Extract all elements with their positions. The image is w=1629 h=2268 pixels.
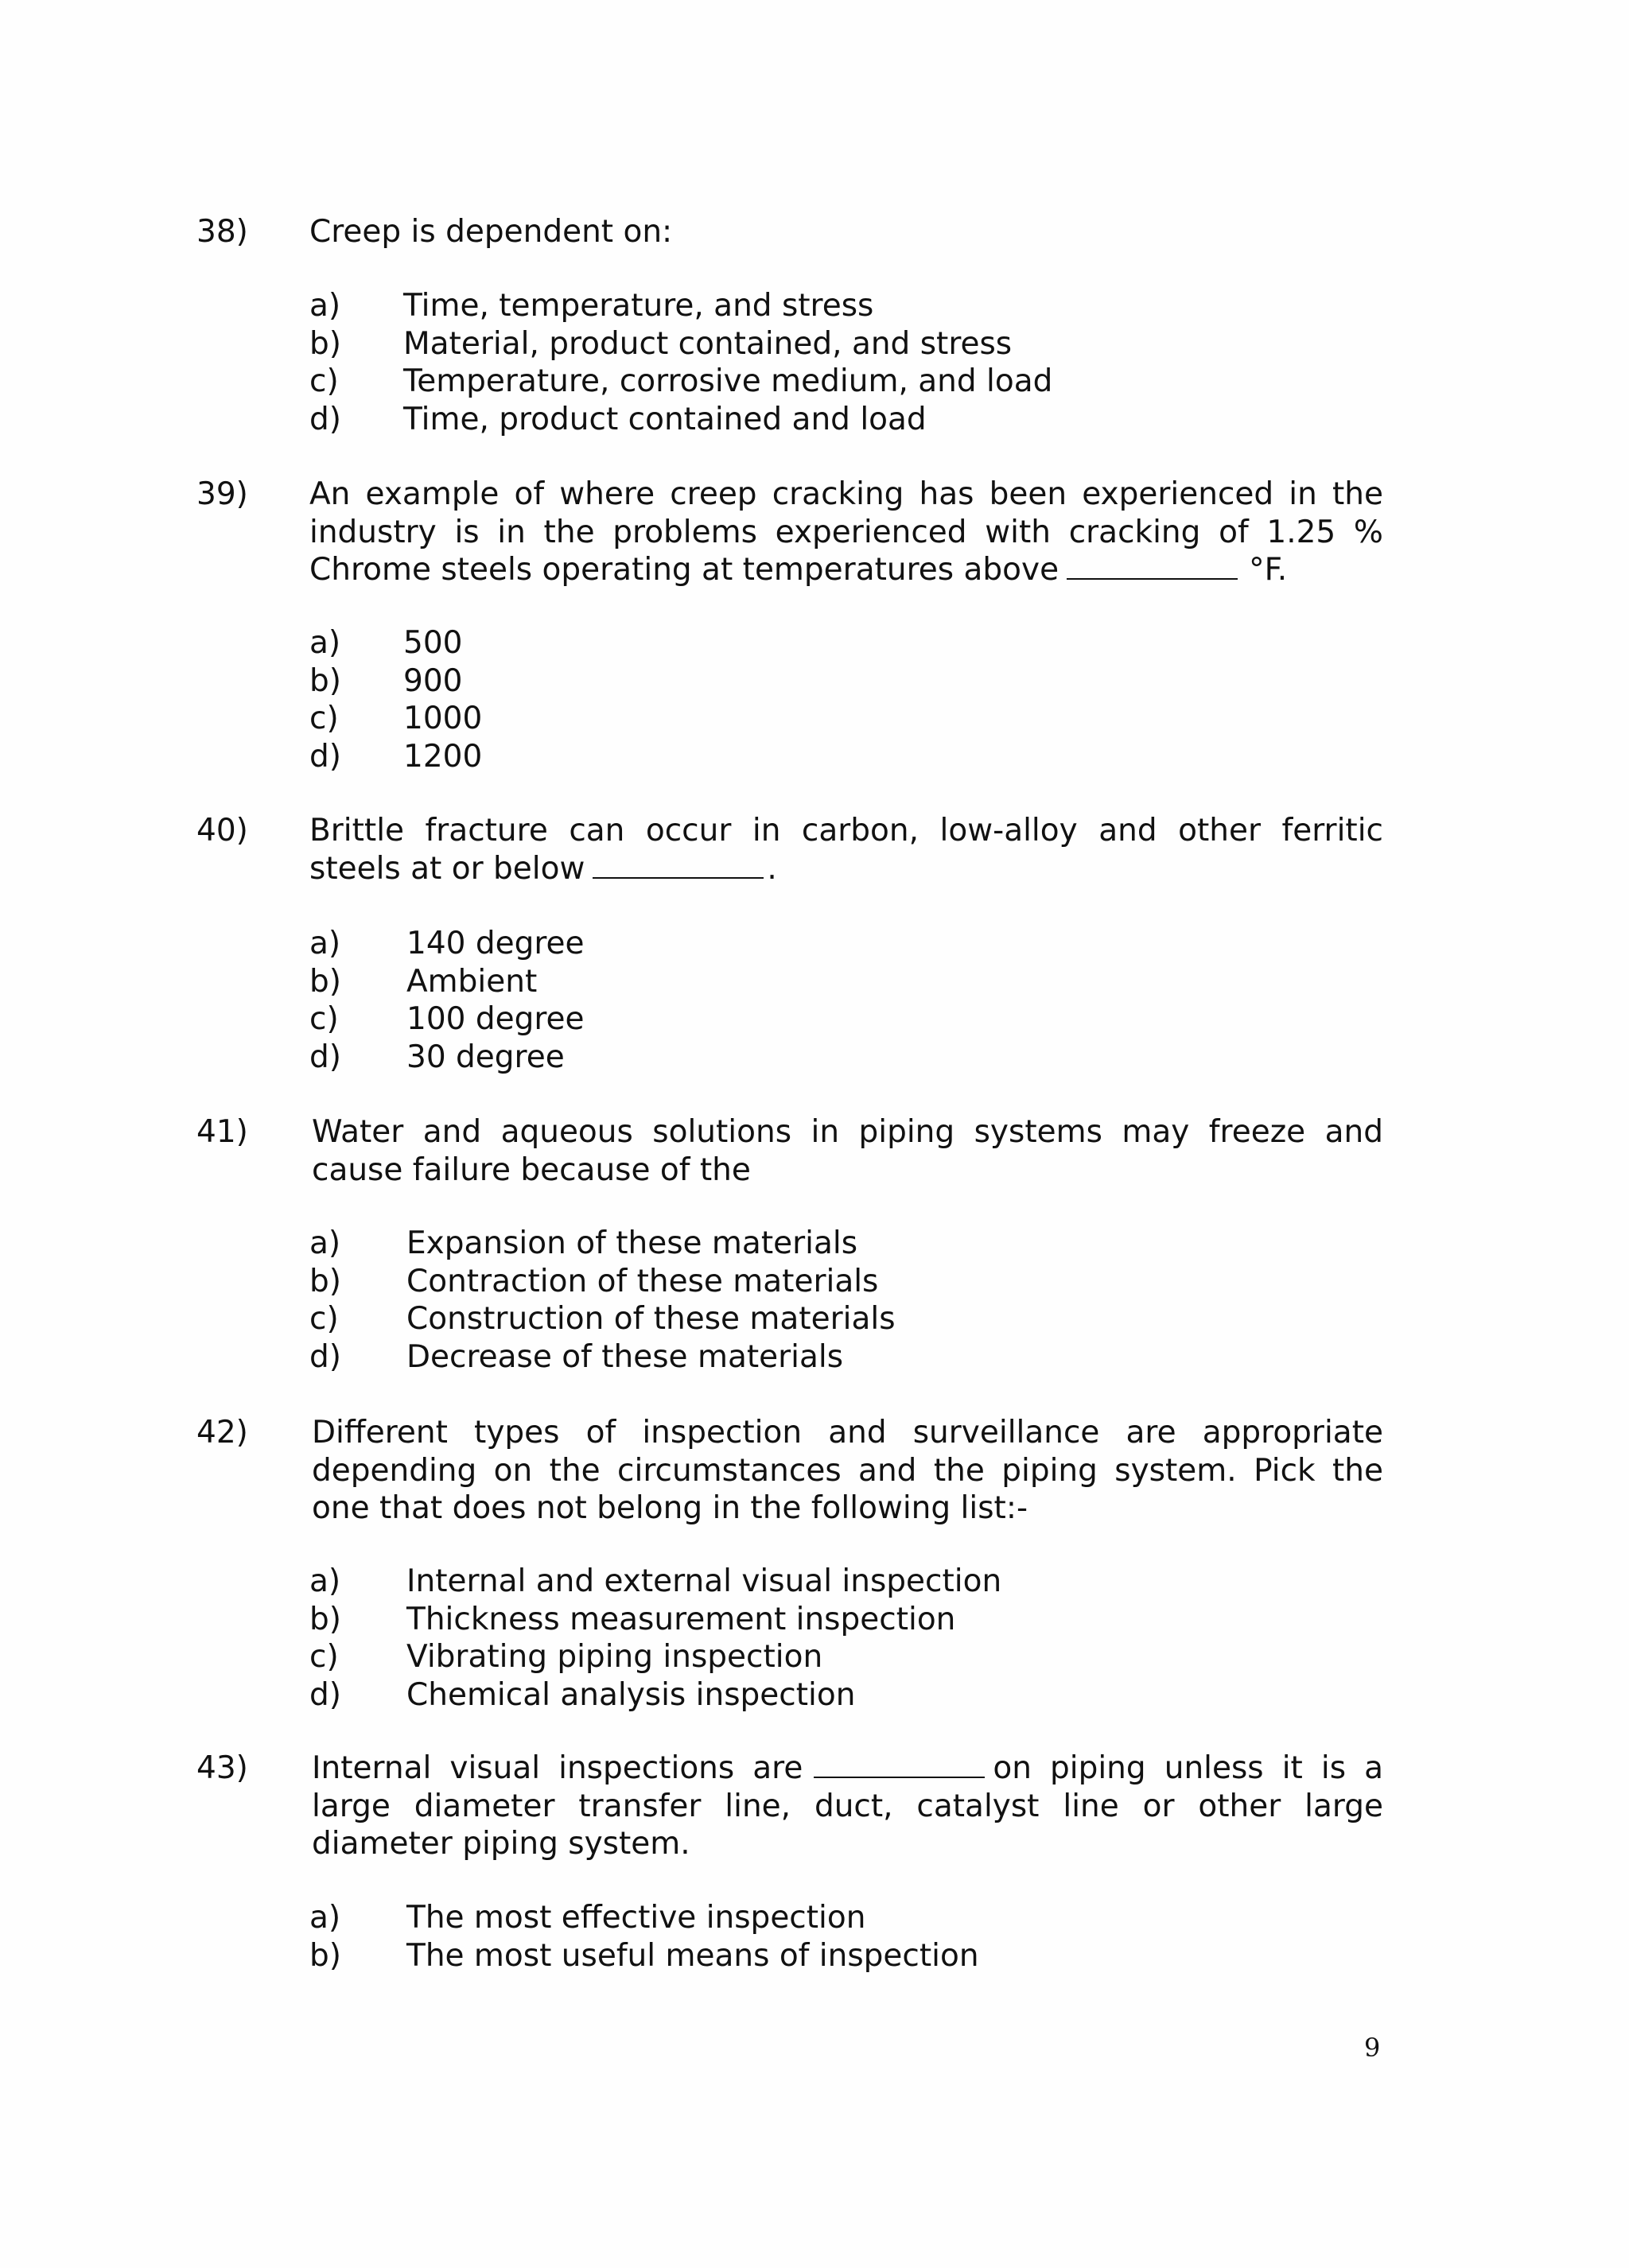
option-letter: b)	[309, 1263, 341, 1299]
option-letter: c)	[309, 1001, 339, 1037]
option-letter: c)	[309, 363, 339, 399]
stem-line: Creep is dependent on:	[309, 214, 673, 250]
stem-line: depending on the circumstances and the piping system. Pick the	[312, 1452, 1383, 1489]
option-letter: b)	[309, 1601, 341, 1637]
option-letter: c)	[309, 701, 339, 736]
question-stem	[309, 812, 1383, 887]
question-number: 38)	[196, 214, 248, 250]
option-text: 1000	[403, 701, 483, 736]
stem-line: An example of where creep cracking has been experienced in the	[309, 476, 1383, 512]
option-letter: a)	[309, 1900, 341, 1936]
option-text: Internal and external visual inspection	[406, 1563, 1002, 1599]
stem-line	[309, 551, 1383, 589]
stem-line: diameter piping system.	[312, 1826, 690, 1862]
answer-blank	[1067, 554, 1238, 580]
option-letter: c)	[309, 1301, 339, 1337]
question-number: 40)	[196, 813, 248, 849]
option-text: 30 degree	[406, 1039, 565, 1075]
option-text: Construction of these materials	[406, 1301, 896, 1337]
option-letter: b)	[309, 662, 341, 699]
option-text: Contraction of these materials	[406, 1263, 879, 1299]
option-text: 140 degree	[406, 926, 585, 961]
question-stem	[312, 1750, 1383, 1863]
option-a	[309, 925, 1343, 963]
question-stem	[312, 1414, 1383, 1528]
options-43	[309, 1899, 1343, 1975]
options-41	[309, 1225, 1343, 1376]
stem-text: .	[767, 850, 777, 887]
option-b	[309, 662, 1343, 701]
option-b	[309, 1601, 1343, 1639]
option-text: 500	[403, 625, 463, 661]
option-letter: d)	[309, 1338, 341, 1375]
option-b	[309, 963, 1343, 1001]
option-c	[309, 1638, 1343, 1676]
option-text: The most effective inspection	[406, 1900, 866, 1936]
option-a	[309, 287, 1343, 325]
page-number: 9	[1364, 2033, 1381, 2063]
option-d	[309, 1039, 1343, 1077]
question-stem	[309, 213, 1383, 251]
stem-line: Different types of inspection and surveillance are appropriate	[312, 1415, 1383, 1451]
option-letter: d)	[309, 738, 341, 775]
option-text: Expansion of these materials	[406, 1225, 858, 1261]
question-stem	[309, 476, 1383, 589]
option-d	[309, 1338, 1343, 1377]
option-text: 100 degree	[406, 1001, 585, 1037]
question-stem	[312, 1113, 1383, 1189]
stem-line	[312, 1750, 1383, 1788]
stem-text: Chrome steels operating at temperatures above	[309, 552, 1059, 588]
stem-text: steels at or below	[309, 850, 585, 887]
option-letter: d)	[309, 1039, 341, 1075]
stem-line: Brittle fracture can occur in carbon, low-alloy and other ferritic	[309, 813, 1383, 849]
option-letter: d)	[309, 401, 341, 437]
option-text: Material, product contained, and stress	[403, 325, 1013, 362]
option-letter: a)	[309, 625, 341, 661]
option-letter: a)	[309, 1563, 341, 1599]
option-letter: b)	[309, 1937, 341, 1974]
option-a	[309, 624, 1343, 662]
options-42	[309, 1563, 1343, 1714]
option-b	[309, 1937, 1343, 1975]
stem-line: industry is in the problems experienced with cracking of 1.25 %	[309, 514, 1383, 550]
option-letter: d)	[309, 1676, 341, 1713]
option-a	[309, 1225, 1343, 1263]
option-letter: b)	[309, 325, 341, 362]
option-a	[309, 1899, 1343, 1937]
question-number: 39)	[196, 476, 248, 512]
question-number: 41)	[196, 1114, 248, 1150]
question-number: 43)	[196, 1750, 248, 1786]
stem-line: large diameter transfer line, duct, catalyst line or other large	[312, 1788, 1383, 1824]
option-text: Time, temperature, and stress	[403, 288, 874, 324]
option-b	[309, 325, 1343, 363]
stem-text: °F.	[1249, 552, 1288, 588]
option-a	[309, 1563, 1343, 1601]
answer-blank	[593, 853, 764, 879]
option-c	[309, 1000, 1343, 1039]
stem-line	[309, 850, 1383, 888]
option-text: Decrease of these materials	[406, 1338, 844, 1375]
option-text: Time, product contained and load	[403, 401, 927, 437]
options-40	[309, 925, 1343, 1076]
option-text: 1200	[403, 738, 483, 775]
option-letter: c)	[309, 1639, 339, 1675]
option-d	[309, 738, 1343, 776]
question-number: 42)	[196, 1415, 248, 1451]
option-letter: a)	[309, 926, 341, 961]
option-text: Thickness measurement inspection	[406, 1601, 956, 1637]
option-text: Temperature, corrosive medium, and load	[403, 363, 1053, 399]
option-text: Vibrating piping inspection	[406, 1639, 823, 1675]
option-c	[309, 700, 1343, 738]
stem-line: Water and aqueous solutions in piping systems may freeze and	[312, 1114, 1383, 1150]
option-letter: a)	[309, 1225, 341, 1261]
option-letter: a)	[309, 288, 341, 324]
stem-text: on piping unless it is a	[993, 1750, 1384, 1786]
stem-line: cause failure because of the	[312, 1151, 751, 1188]
option-text: Chemical analysis inspection	[406, 1676, 856, 1713]
stem-text: Internal visual inspections are	[312, 1750, 803, 1786]
stem-line: one that does not belong in the following list:-	[312, 1490, 1028, 1526]
option-text: Ambient	[406, 963, 538, 1000]
answer-blank	[814, 1753, 985, 1778]
option-d	[309, 401, 1343, 439]
option-b	[309, 1263, 1343, 1301]
options-38	[309, 287, 1343, 438]
option-text: 900	[403, 662, 463, 699]
option-c	[309, 1300, 1343, 1338]
option-letter: b)	[309, 963, 341, 1000]
option-text: The most useful means of inspection	[406, 1937, 979, 1974]
option-c	[309, 363, 1343, 401]
options-39	[309, 624, 1343, 775]
option-d	[309, 1676, 1343, 1715]
